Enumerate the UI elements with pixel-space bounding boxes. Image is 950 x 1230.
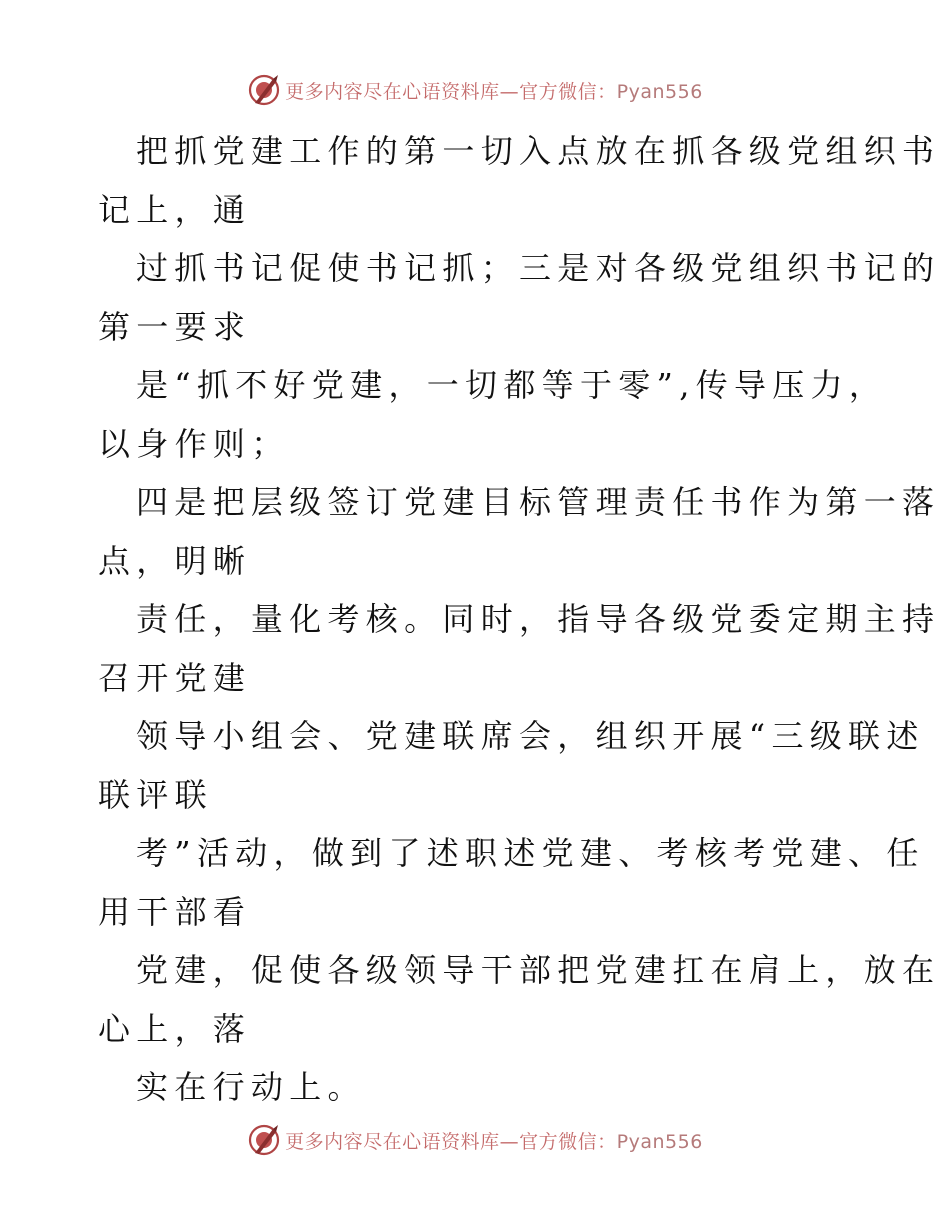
text-line: 点，明晰 xyxy=(98,541,252,580)
text-line: 召开党建 xyxy=(98,658,252,697)
text-line: 过抓书记促使书记抓；三是对各级党组织书记的 xyxy=(136,249,941,287)
header-watermark xyxy=(0,70,950,110)
footer-watermark xyxy=(0,1120,950,1160)
watermark-text: 更多内容尽在心语资料库—官方微信：Pyan556 xyxy=(285,1130,703,1153)
text-line: 是“抓不好党建，一切都等于零”,传导压力， xyxy=(136,366,888,404)
document-body xyxy=(98,122,941,1117)
text-line: 责任，量化考核。同时，指导各级党委定期主持 xyxy=(136,600,941,638)
quill-logo-icon xyxy=(247,73,281,107)
watermark-text: 更多内容尽在心语资料库—官方微信：Pyan556 xyxy=(285,80,703,103)
text-line: 把抓党建工作的第一切入点放在抓各级党组织书 xyxy=(136,132,941,170)
text-line: 考”活动，做到了述职述党建、考核考党建、任 xyxy=(136,834,925,872)
text-line: 用干部看 xyxy=(98,892,252,931)
text-line: 第一要求 xyxy=(98,307,252,346)
text-line: 记上，通 xyxy=(98,190,252,229)
text-line: 四是把层级签订党建目标管理责任书作为第一落 xyxy=(136,483,941,521)
text-line: 以身作则； xyxy=(98,424,290,463)
text-line: 党建，促使各级领导干部把党建扛在肩上，放在 xyxy=(136,951,941,989)
text-line: 领导小组会、党建联席会，组织开展“三级联述 xyxy=(136,717,925,755)
quill-logo-icon xyxy=(247,1123,281,1157)
text-line: 联评联 xyxy=(98,775,213,814)
text-line: 实在行动上。 xyxy=(136,1068,366,1106)
text-line: 心上，落 xyxy=(98,1009,252,1048)
